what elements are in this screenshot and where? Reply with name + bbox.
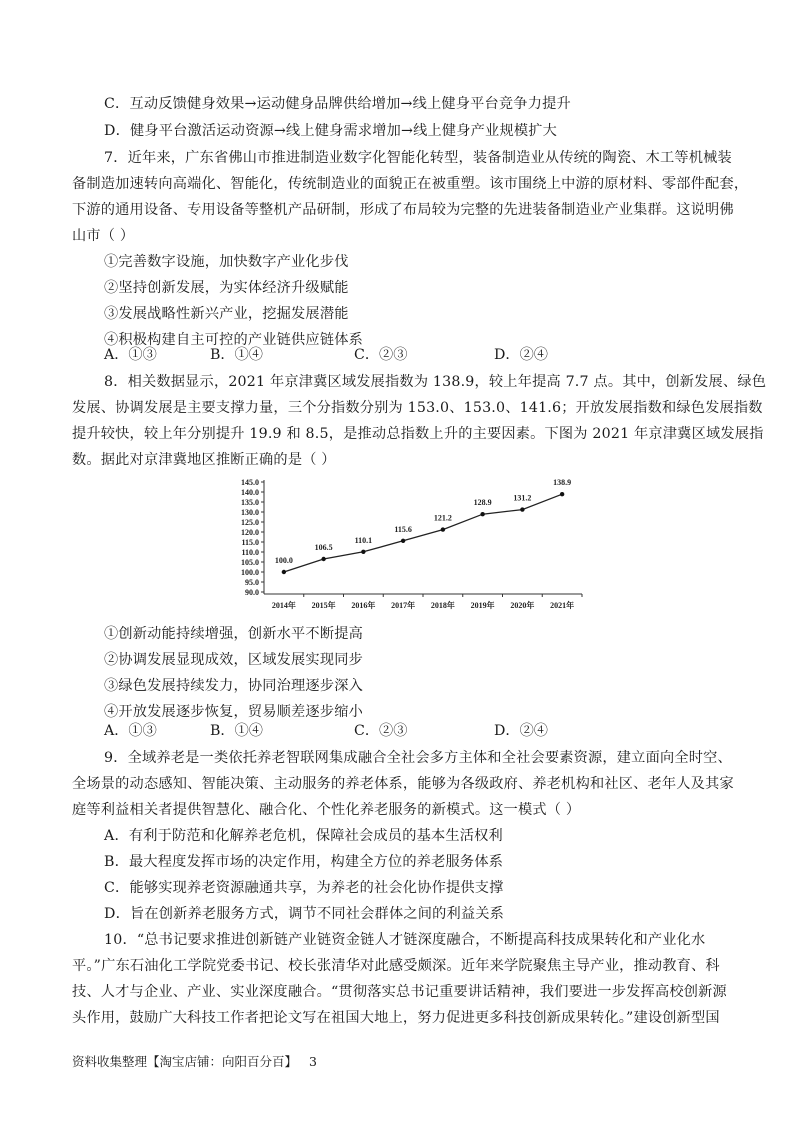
q6-option-c: C．互动反馈健身效果→运动健身品牌供给增加→线上健身平台竞争力提升 [104,96,571,112]
data-value-label: 138.9 [553,478,572,488]
data-value-label: 115.6 [394,524,412,534]
q10-stem-line-2: 平。”广东石油化工学院党委书记、校长张清华对此感受颇深。近年来学院聚焦主导产业，推动教育、科 [72,958,720,974]
page-number: 3 [309,1054,317,1069]
q7-choice-b: B．①④ [210,347,263,363]
q7-choice-d: D．②④ [494,347,548,363]
x-tick-label: 2014年 [271,601,296,610]
q8-item-2: ②协调发展显现成效，区域发展实现同步 [104,652,363,668]
x-tick-label: 2020年 [510,601,535,610]
data-value-label: 128.9 [473,498,492,508]
data-point [282,570,286,574]
data-point [520,507,524,511]
x-tick-label: 2018年 [430,601,455,610]
q8-stem-line-1: 8．相关数据显示，2021 年京津冀区域发展指数为 138.9，较上年提高 7.7 点。其中，创新发展、绿色 [104,374,767,390]
x-tick-label: 2021年 [550,601,575,610]
y-tick-label: 115.0 [241,538,259,547]
q7-choice-a: A．①③ [104,347,157,363]
q8-item-1: ①创新动能持续增强，创新水平不断提高 [104,626,363,642]
x-tick-label: 2017年 [391,601,416,610]
data-value-label: 121.2 [433,513,452,523]
chart-axes [264,480,582,594]
y-tick-label: 105.0 [241,558,259,567]
data-value-label: 131.2 [513,493,532,503]
data-point [321,557,325,561]
q7-stem-line-1: 7．近年来，广东省佛山市推进制造业数字化智能化转型，装备制造业从传统的陶瓷、木工等机械装 [104,150,732,166]
q8-choice-a: A．①③ [104,723,157,739]
page-footer [72,1052,317,1070]
q7-stem-line-3: 下游的通用设备、专用设备等整机产品研制，形成了布局较为完整的先进装备制造业产业集群。这说明佛 [72,202,734,218]
q9-option-d: D．旨在创新养老服务方式，调节不同社会群体之间的利益关系 [104,906,505,922]
q9-stem-line-1: 9．全域养老是一类依托养老智联网集成融合全社会多方主体和全社会要素资源，建立面向全时空、 [104,750,732,766]
q8-choice-b: B．①④ [210,723,263,739]
y-tick-label: 125.0 [241,518,259,527]
development-index-line-chart [228,468,588,616]
q9-option-c: C．能够实现养老资源融通共享，为养老的社会化协作提供支撑 [104,880,504,896]
series-line [284,494,562,572]
x-tick-label: 2015年 [311,601,336,610]
y-tick-label: 90.0 [245,588,259,597]
q9-option-a: A．有利于防范和化解养老危机，保障社会成员的基本生活权利 [104,828,503,844]
q7-item-3: ③发展战略性新兴产业，挖掘发展潜能 [104,306,349,322]
q7-choice-c: C．②③ [354,347,408,363]
q10-stem-line-1: 10．“总书记要求推进创新链产业链资金链人才链深度融合，不断提高科技成果转化和产业化水 [104,932,706,948]
footer-source-text: 资料收集整理【淘宝店铺：向阳百分百】 [72,1054,298,1069]
q8-choice-d: D．②④ [494,723,548,739]
q8-stem-line-4: 数。据此对京津冀地区推断正确的是（ ） [72,452,336,468]
q9-stem-line-3: 庭等利益相关者提供智慧化、融合化、个性化养老服务的新模式。这一模式（ ） [72,802,581,818]
q9-option-b: B．最大程度发挥市场的决定作用，构建全方位的养老服务体系 [104,854,504,870]
data-value-label: 100.0 [274,556,293,565]
y-tick-label: 145.0 [241,478,259,487]
x-tick-label: 2019年 [470,601,495,610]
q6-option-d: D．健身平台激活运动资源→线上健身需求增加→线上健身产业规模扩大 [104,123,557,139]
y-tick-label: 120.0 [241,528,259,537]
q7-stem-line-4: 山市（ ） [72,228,135,244]
y-tick-label: 135.0 [241,498,259,507]
q8-item-3: ③绿色发展持续发力，协同治理逐步深入 [104,678,363,694]
y-tick-label: 130.0 [241,508,259,517]
q10-stem-line-3: 技、人才与企业、产业、实业深度融合。“贯彻落实总书记重要讲话精神，我们要进一步发挥高校创新源 [72,984,727,1000]
q10-stem-line-4: 头作用，鼓励广大科技工作者把论文写在祖国大地上，努力促进更多科技创新成果转化。”建设创新型国 [72,1010,720,1026]
data-point [441,527,445,531]
q7-item-4: ④积极构建自主可控的产业链供应链体系 [104,332,363,348]
q7-item-2: ②坚持创新发展，为实体经济升级赋能 [104,280,349,296]
q7-stem-line-2: 备制造加速转向高端化、智能化，传统制造业的面貌正在被重塑。该市围绕上中游的原材料、零部件配套， [72,176,749,192]
data-point [560,492,564,496]
data-value-label: 106.5 [314,543,333,552]
data-point [361,550,365,554]
q8-item-4: ④开放发展逐步恢复，贸易顺差逐步缩小 [104,704,363,720]
q9-stem-line-2: 全场景的动态感知、智能决策、主动服务的养老体系，能够为各级政府、养老机构和社区、老年人及其家 [72,776,734,792]
q8-stem-line-2: 发展、协调发展是主要支撑力量，三个分指数分别为 153.0、153.0、141.6；开放发展指数和绿色发展指数 [72,400,763,416]
data-point [480,512,484,516]
y-tick-label: 100.0 [241,568,259,577]
y-tick-label: 110.0 [241,548,259,557]
y-tick-label: 140.0 [241,488,259,497]
data-value-label: 110.1 [354,535,373,545]
data-point [401,539,405,543]
q8-stem-line-3: 提升较快，较上年分别提升 19.9 和 8.5，是推动总指数上升的主要因素。下图为 2021 年京津冀区域发展指 [72,426,764,442]
x-tick-label: 2016年 [351,601,376,610]
q8-choice-c: C．②③ [354,723,408,739]
q7-item-1: ①完善数字设施，加快数字产业化步伐 [104,254,349,270]
y-tick-label: 95.0 [245,578,259,587]
